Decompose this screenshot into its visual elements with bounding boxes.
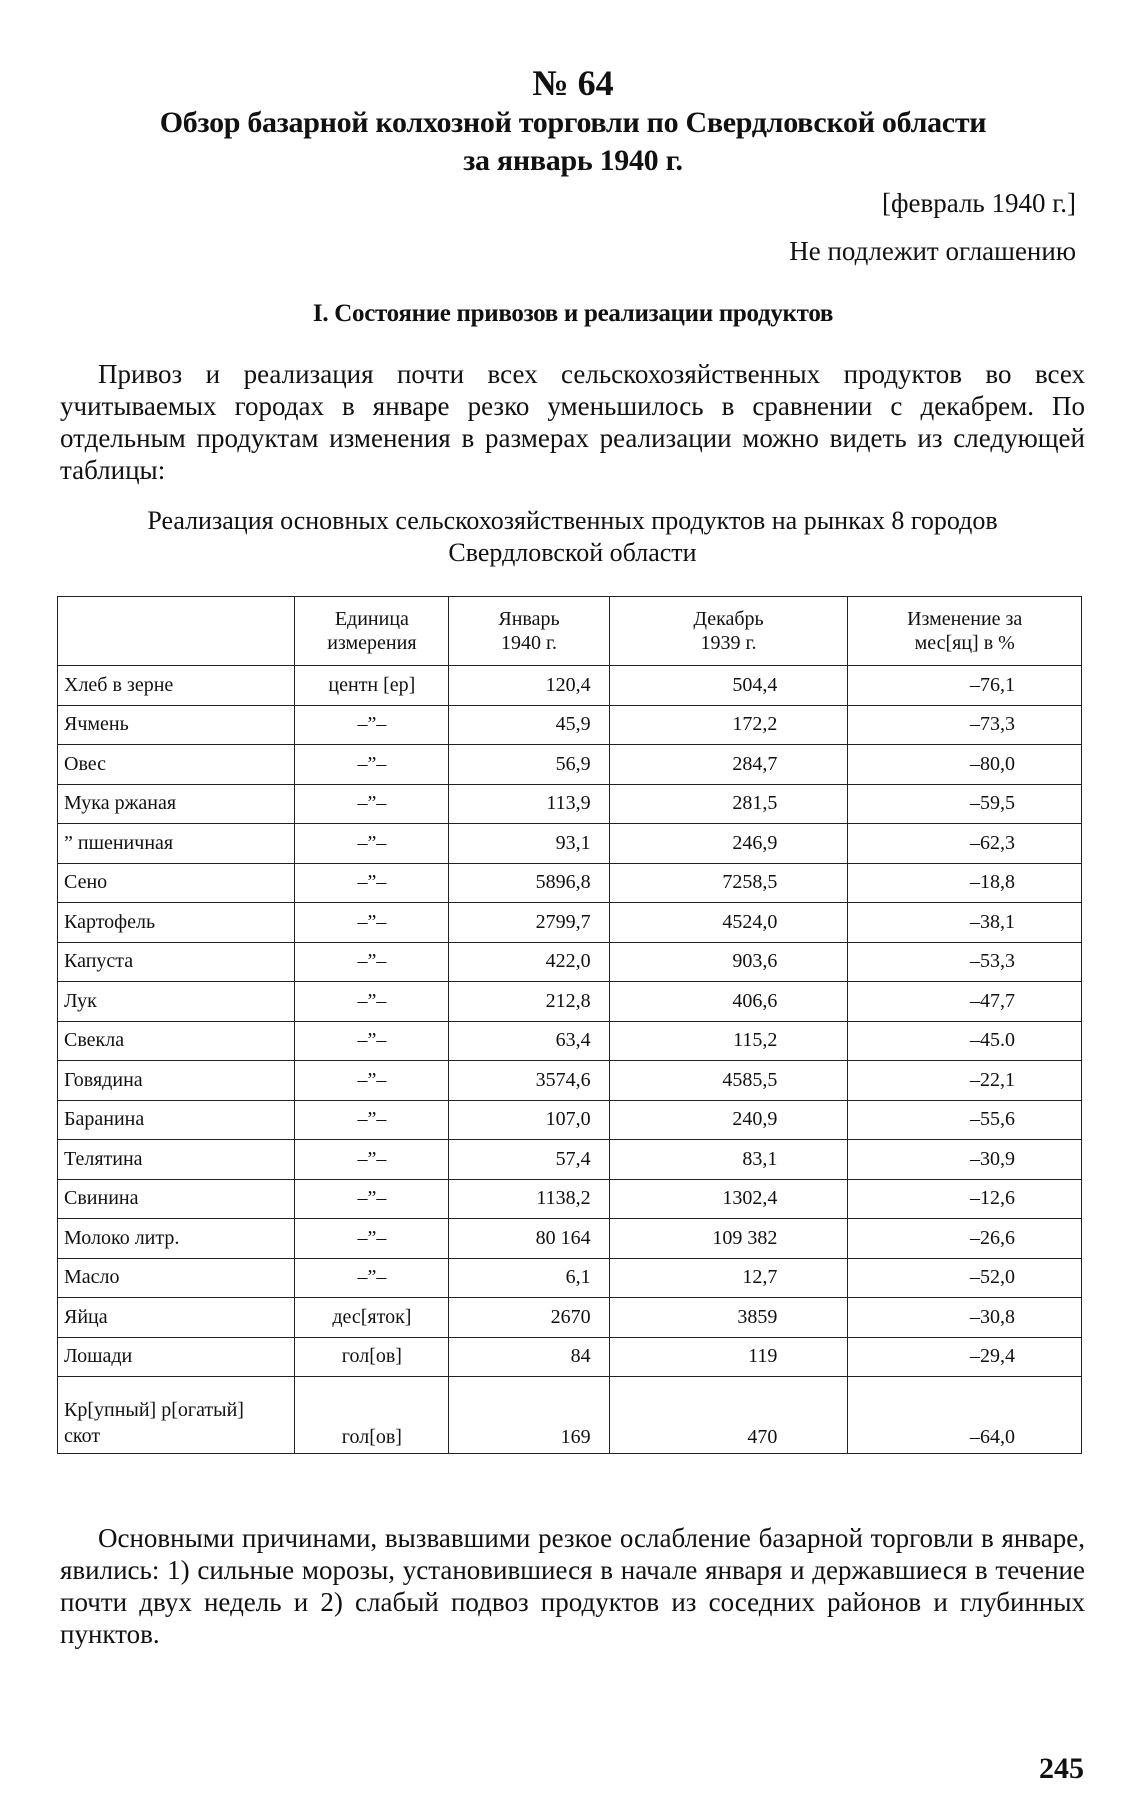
cell-january: 45,9 [449,705,609,745]
cell-december: 504,4 [609,666,848,706]
secrecy-note: Не подлежит оглашению [789,236,1076,266]
cell-change: –30,8 [848,1298,1082,1338]
cell-unit: –”– [295,1140,449,1180]
cell-december: 83,1 [609,1140,848,1180]
header-december [609,597,848,666]
cell-december: 119 [609,1337,848,1377]
cell-change: –59,5 [848,784,1082,824]
table-row [58,982,1082,1022]
cell-january: 422,0 [449,942,609,982]
cell-january: 5896,8 [449,863,609,903]
header-december-line-2: 1939 г. [700,632,757,654]
cell-unit: –”– [295,784,449,824]
cell-january: 93,1 [449,824,609,864]
header-december-line-1: Декабрь [693,608,764,630]
cell-january: 84 [449,1337,609,1377]
table-row [58,824,1082,864]
table-header-row [58,597,1082,666]
table-row [58,1061,1082,1101]
table-caption [60,505,1085,569]
cell-january: 113,9 [449,784,609,824]
cell-january: 56,9 [449,745,609,785]
cell-december: 109 382 [609,1219,848,1259]
cell-change: –29,4 [848,1337,1082,1377]
cell-change: –55,6 [848,1100,1082,1140]
cell-product: Молоко литр. [58,1219,295,1259]
cell-unit: –”– [295,1100,449,1140]
cell-december: 7258,5 [609,863,848,903]
title-line-2: за январь 1940 г. [463,144,683,177]
cell-change: –53,3 [848,942,1082,982]
table-row-cattle [58,1377,1082,1454]
cell-product: Овес [58,745,295,785]
cell-product: Лошади [58,1337,295,1377]
cell-december: 12,7 [609,1258,848,1298]
cell-december: 3859 [609,1298,848,1338]
cell-december: 470 [609,1377,848,1454]
cattle-name-line-1: Кр[упный] р[огатый] [64,1399,244,1421]
cell-product: Картофель [58,903,295,943]
cell-product: Сено [58,863,295,903]
cell-change: –52,0 [848,1258,1082,1298]
cell-unit: гол[ов] [295,1377,449,1454]
cell-product: Лук [58,982,295,1022]
cell-january: 2799,7 [449,903,609,943]
table-row [58,942,1082,982]
cell-change: –73,3 [848,705,1082,745]
header-january-line-2: 1940 г. [501,632,557,654]
cell-january: 212,8 [449,982,609,1022]
cell-product: Капуста [58,942,295,982]
sales-table [57,596,1082,1454]
cell-unit: дес[яток] [295,1298,449,1338]
section-heading: I. Состояние привозов и реализации продуктов [312,300,834,327]
cell-change: –47,7 [848,982,1082,1022]
cell-product: Говядина [58,1061,295,1101]
cell-product: Свекла [58,1021,295,1061]
cell-january: 2670 [449,1298,609,1338]
cell-december: 246,9 [609,824,848,864]
header-change-line-2: мес[яц] в % [914,632,1015,654]
header-january [449,597,609,666]
cell-change: –80,0 [848,745,1082,785]
cell-product: Баранина [58,1100,295,1140]
table-row [58,1219,1082,1259]
table-row [58,1140,1082,1180]
table-row [58,666,1082,706]
cell-product: Мука ржаная [58,784,295,824]
cell-unit: –”– [295,1061,449,1101]
table-body [58,666,1082,1454]
page-number: 245 [1039,1752,1084,1785]
cell-december: 284,7 [609,745,848,785]
table-row [58,784,1082,824]
cell-unit: –”– [295,942,449,982]
cell-product: Ячмень [58,705,295,745]
document-title [60,104,1086,180]
cell-unit: –”– [295,1258,449,1298]
cell-product: Свинина [58,1179,295,1219]
cell-december: 172,2 [609,705,848,745]
cell-unit: –”– [295,705,449,745]
table-row [58,1179,1082,1219]
conclusion-paragraph: Основными причинами, вызвавшими резкое ослабление базарной торговли в январе, явились: 1) сильные морозы, установившиеся в начале января и державшиеся в течение почти двух недель и 2) слабый подвоз продуктов из соседних районов и глубинных пунктов. [60,1523,1085,1649]
table-row [58,1298,1082,1338]
table-caption-line-1: Реализация основных сельскохозяйственных продуктов на рынках 8 городов [147,506,998,535]
cell-change: –30,9 [848,1140,1082,1180]
cell-change: –12,6 [848,1179,1082,1219]
cell-product: Масло [58,1258,295,1298]
cell-change: –22,1 [848,1061,1082,1101]
table-row [58,1021,1082,1061]
cell-change: –18,8 [848,863,1082,903]
cell-january: 3574,6 [449,1061,609,1101]
table-row [58,1100,1082,1140]
cell-january: 1138,2 [449,1179,609,1219]
header-january-line-1: Январь [498,608,560,630]
cell-january: 6,1 [449,1258,609,1298]
table-caption-line-2: Свердловской области [448,538,697,567]
cell-december: 406,6 [609,982,848,1022]
intro-paragraph: Привоз и реализация почти всех сельскохозяйственных продуктов во всех учитываемых городах в январе резко уменьшилось в сравнении с декабрем. По отдельным продуктам изменения в размерах реализации можно видеть из следующей таблицы: [60,359,1085,485]
cell-change: –38,1 [848,903,1082,943]
cell-change: –76,1 [848,666,1082,706]
cell-unit: центн [ер] [295,666,449,706]
table-row [58,1258,1082,1298]
table-row [58,705,1082,745]
cell-january: 169 [449,1377,609,1454]
cell-january: 57,4 [449,1140,609,1180]
header-unit [295,597,449,666]
table-row [58,903,1082,943]
cell-december: 115,2 [609,1021,848,1061]
cell-unit: –”– [295,1219,449,1259]
header-product [58,597,295,666]
cell-product [58,1377,295,1454]
cell-change: –26,6 [848,1219,1082,1259]
cell-unit: –”– [295,1179,449,1219]
table-row [58,863,1082,903]
cell-december: 4524,0 [609,903,848,943]
cell-january: 120,4 [449,666,609,706]
cell-product: Яйца [58,1298,295,1338]
cell-unit: –”– [295,982,449,1022]
header-unit-line-2: измерения [327,632,417,654]
title-line-1: Обзор базарной колхозной торговли по Свердловской области [159,106,987,139]
cell-unit: –”– [295,903,449,943]
header-change-line-1: Изменение за [907,608,1023,630]
cell-unit: гол[ов] [295,1337,449,1377]
cell-unit: –”– [295,863,449,903]
header-unit-line-1: Единица [334,608,409,630]
cell-january: 80 164 [449,1219,609,1259]
cell-december: 240,9 [609,1100,848,1140]
cell-product: ” пшеничная [58,824,295,864]
table-row [58,745,1082,785]
table-row [58,1337,1082,1377]
cell-january: 107,0 [449,1100,609,1140]
header-change [848,597,1082,666]
cell-unit: –”– [295,1021,449,1061]
cell-december: 903,6 [609,942,848,982]
cell-product: Телятина [58,1140,295,1180]
cell-change: –62,3 [848,824,1082,864]
cell-unit: –”– [295,745,449,785]
cell-product: Хлеб в зерне [58,666,295,706]
document-number: № 64 [532,63,614,103]
cell-december: 4585,5 [609,1061,848,1101]
document-date: [февраль 1940 г.] [882,188,1076,218]
cell-january: 63,4 [449,1021,609,1061]
cell-change: –45.0 [848,1021,1082,1061]
cattle-name-line-2: скот [64,1425,101,1447]
cell-december: 1302,4 [609,1179,848,1219]
cell-unit: –”– [295,824,449,864]
cell-december: 281,5 [609,784,848,824]
cell-change: –64,0 [848,1377,1082,1454]
